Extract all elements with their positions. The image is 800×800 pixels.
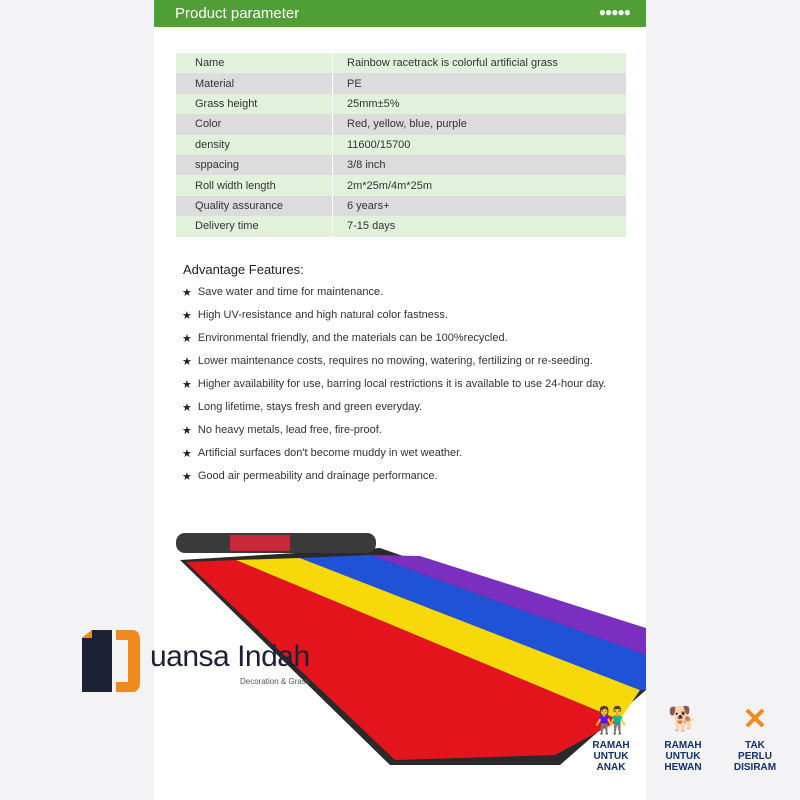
param-label: Grass height <box>176 94 333 114</box>
children-icon: 👫 <box>594 705 628 735</box>
param-value: 7-15 days <box>347 220 396 233</box>
badge-line: ANAK <box>596 762 626 773</box>
star-icon: ★ <box>182 356 192 368</box>
logo-text: uansa Indah <box>150 640 310 673</box>
advantage-text: High UV-resistance and high natural color fastness. <box>197 309 448 321</box>
badge-line: HEWAN <box>664 762 702 773</box>
advantage-text: Lower maintenance costs, requires no mowing, watering, fertilizing or re-seeding. <box>197 355 593 367</box>
dog-icon: 🐕 <box>668 706 698 733</box>
advantage-text: Long lifetime, stays fresh and green everyday. <box>197 401 423 413</box>
param-value: 2m*25m/4m*25m <box>347 179 432 192</box>
badge-child-friendly <box>586 700 636 773</box>
badge-no-watering <box>730 700 780 773</box>
star-icon: ★ <box>182 402 192 414</box>
advantages-title: Advantage Features: <box>183 262 304 277</box>
advantage-text: Save water and time for maintenance. <box>197 286 384 298</box>
param-value: 25mm±5% <box>347 97 400 110</box>
star-icon: ★ <box>182 287 192 299</box>
param-label: density <box>176 135 333 155</box>
badge-line: RAMAH <box>664 740 702 751</box>
advantage-text: Environmental friendly, and the materials can be 100%recycled. <box>197 332 508 344</box>
param-label: Delivery time <box>176 216 333 236</box>
star-icon: ★ <box>182 425 192 437</box>
badge-line: TAK <box>745 740 765 751</box>
param-value: 11600/15700 <box>347 138 411 151</box>
star-icon: ★ <box>182 333 192 345</box>
dots-decoration: ●●●●● <box>598 5 630 19</box>
no-watering-can-icon: ✕ <box>742 703 768 736</box>
badge-line: DISIRAM <box>733 762 777 773</box>
star-icon: ★ <box>182 448 192 460</box>
advantage-text: Artificial surfaces don't become muddy in wet weather. <box>197 447 463 459</box>
param-value: 3/8 inch <box>347 159 386 172</box>
badge-line: UNTUK <box>593 751 629 762</box>
param-label: Name <box>176 53 333 73</box>
logo-subtext: Decoration & Grass <box>240 677 310 686</box>
badge-pet-friendly <box>658 700 708 773</box>
badge-line: RAMAH <box>592 740 630 751</box>
param-value: PE <box>347 77 362 90</box>
param-value: Red, yellow, blue, purple <box>347 118 467 131</box>
param-value: 6 years+ <box>347 199 390 212</box>
param-label: Quality assurance <box>176 196 333 216</box>
param-label: Roll width length <box>176 175 333 195</box>
star-icon: ★ <box>182 379 192 391</box>
logo-mark-icon <box>82 630 140 692</box>
advantage-text: Higher availability for use, barring local restrictions it is available to use 24-hour day. <box>197 378 607 390</box>
advantage-text: Good air permeability and drainage performance. <box>197 470 438 482</box>
param-label: Color <box>176 114 333 134</box>
badge-line: UNTUK <box>665 751 701 762</box>
param-label: Material <box>176 73 333 93</box>
brand-logo <box>82 630 140 697</box>
param-value: Rainbow racetrack is colorful artificial grass <box>347 57 558 70</box>
star-icon: ★ <box>182 471 192 483</box>
star-icon: ★ <box>182 310 192 322</box>
section-title: Product parameter <box>175 5 300 22</box>
param-label: sppacing <box>176 155 333 175</box>
advantage-text: No heavy metals, lead free, fire-proof. <box>197 424 382 436</box>
badge-line: PERLU <box>738 751 772 762</box>
